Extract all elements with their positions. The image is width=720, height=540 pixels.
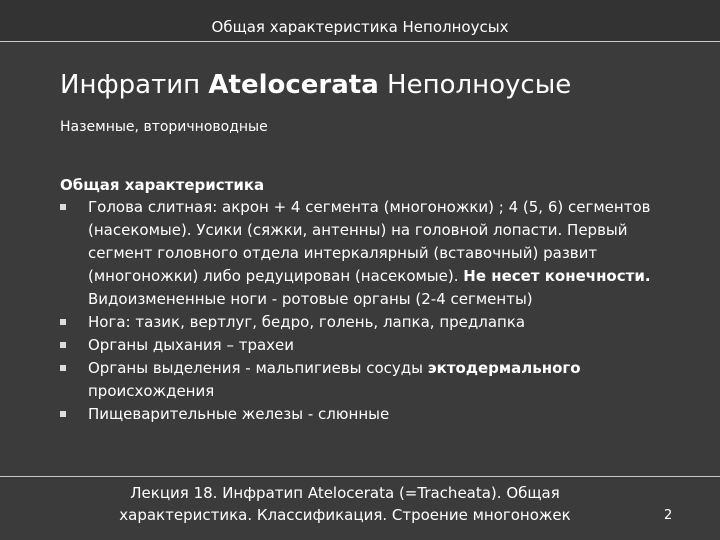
bullet-text: Органы выделения - мальпигиевы сосуды bbox=[88, 359, 428, 377]
bullet-text: Пищеварительные железы - слюнные bbox=[88, 405, 390, 423]
bullet-text: происхождения bbox=[88, 382, 215, 400]
bullet-text: Органы дыхания – трахеи bbox=[88, 336, 295, 354]
header-title: Общая характеристика Неполноусых bbox=[211, 18, 509, 36]
bullet-text: Голова слитная: акрон + 4 сегмента (многоножки) ; 4 (5, 6) сегментов (насекомые). Усики (сяжки, антенны) на головной лопасти. Первый сегмент головного отдела интеркалярный (вставочный) развит (многоножки) либо редуцирован (насекомые). bbox=[88, 198, 651, 285]
footer-divider bbox=[0, 476, 720, 477]
slide-title-prefix: Инфратип bbox=[60, 70, 209, 100]
slide-title-suffix: Неполноусые bbox=[378, 70, 572, 100]
square-bullet-icon bbox=[60, 204, 66, 210]
bullet-text-bold: Не несет конечности. bbox=[463, 267, 651, 285]
bullet-item-respiration bbox=[60, 334, 660, 357]
bullet-text-bold: эктодермального bbox=[427, 359, 581, 377]
bullet-item-leg bbox=[60, 311, 660, 334]
footer-text: Лекция 18. Инфратип Atelocerata (=Tracheata). Общая характеристика. Классификация. Строение многоножек bbox=[119, 484, 571, 524]
square-bullet-icon bbox=[60, 411, 66, 417]
page-number: 2 bbox=[664, 508, 673, 523]
square-bullet-icon bbox=[60, 365, 66, 371]
section-heading: Общая характеристика bbox=[60, 176, 265, 194]
bullet-item-head bbox=[60, 196, 660, 311]
bullet-item-excretion bbox=[60, 357, 660, 403]
bullet-item-digestion bbox=[60, 403, 660, 426]
bullet-text: Нога: тазик, вертлуг, бедро, голень, лапка, предлапка bbox=[88, 313, 526, 331]
slide-title bbox=[60, 70, 571, 100]
bullet-list bbox=[60, 196, 660, 426]
square-bullet-icon bbox=[60, 319, 66, 325]
slide-title-taxon: Atelocerata bbox=[208, 70, 379, 100]
bullet-text: Видоизмененные ноги - ротовые органы (2-4 сегменты) bbox=[88, 290, 533, 308]
square-bullet-icon bbox=[60, 342, 66, 348]
slide-subtitle: Наземные, вторичноводные bbox=[60, 119, 268, 135]
header-divider bbox=[0, 41, 720, 42]
